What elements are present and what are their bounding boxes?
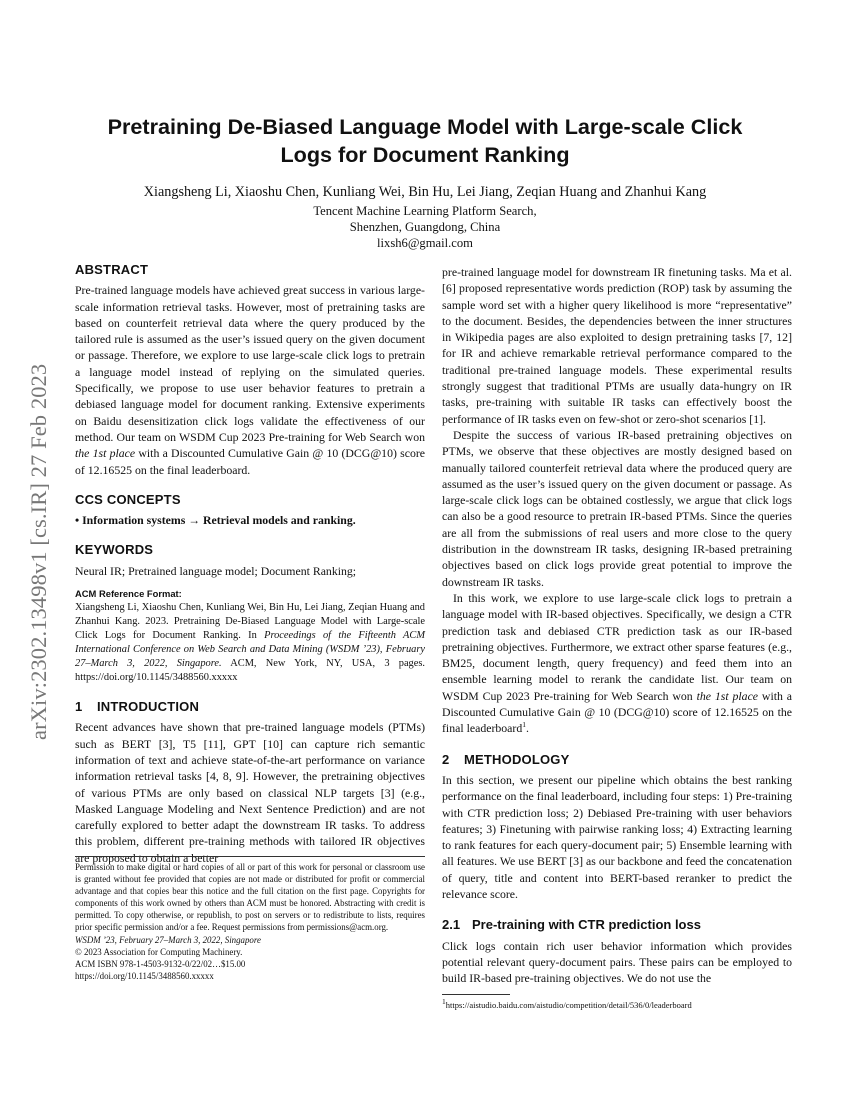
subsection-heading: 2.1 Pre-training with CTR prediction loss (442, 917, 701, 933)
ccs-text: • Information systems → Retrieval models and ranking. (75, 513, 356, 528)
acm-reference-heading: ACM Reference Format: (75, 588, 182, 600)
permission-block (75, 861, 425, 982)
affiliation-location: Shenzhen, Guangdong, China (349, 220, 501, 234)
footnote-link[interactable]: https://aistudio.baidu.com/aistudio/competition/detail/536/0/leaderboard (445, 1000, 692, 1010)
permission-copyright: © 2023 Association for Computing Machinery. (75, 946, 243, 957)
affiliation-org: Tencent Machine Learning Platform Search, (313, 204, 537, 218)
footnote-marker: 1 (522, 720, 526, 730)
arxiv-stamp: arXiv:2302.13498v1 [cs.IR] 27 Feb 2023 (26, 363, 51, 740)
authors: Xiangsheng Li, Xiaoshu Chen, Kunliang Wei, Bin Hu, Lei Jiang, Zeqian Huang and Zhanhui Kang (143, 184, 707, 200)
permission-isbn: ACM ISBN 978-1-4503-9132-0/22/02…$15.00 (75, 958, 246, 969)
acm-reference-text: Xiangsheng Li, Xiaoshu Chen, Kunliang Wei, Bin Hu, Lei Jiang, Zeqian Huang and Zhanhui Kang. 2023. Pretraining De-Biased Language Model with Large-scale Click Logs for Document Ranking. In Proceedings of the Fifteenth ACM International Conference on Web Search and Data Mining (WSDM ’23), February 27–March 3, 2022, Singapore. ACM, New York, NY, USA, 3 pages. https://doi.org/10.1145/3488560.xxxxx (75, 602, 426, 684)
abstract-text: Pre-trained language models have achieved great success in various large-scale information retrieval tasks. However, most of pretraining tasks are based on counterfeit retrieval data where the query produced by the tailored rule is assumed as the user’s issued query on the given document or passage. Therefore, we explore to use large-scale click logs to pretrain a language model instead of replying on the simulated queries. Specifically, we propose to use user behavior features to pretrain a debiased language model for document ranking. Extensive experiments on Baidu desensitization click logs validate the effectiveness of our method. Our team on WSDM Cup 2023 Pre-training for Web Search won the 1st place with a Discounted Cumulative Gain @ 10 (DCG@10) score of 12.16525 on the final leaderboard. (75, 283, 426, 477)
permission-text: Permission to make digital or hard copies of all or part of this work for personal or classroom use is granted without fee provided that copies are not made or distributed for profit or commercial advantage and that copies bear this notice and the full citation on the first page. Copyrights for components of this work owned by others than ACM must be honored. Abstracting with credit is permitted. To copy otherwise, or republish, to post on servers or to redistribute to lists, requires prior specific permission and/or a fee. Request permissions from permissions@acm.org. (75, 862, 425, 933)
methodology-text: In this section, we present our pipeline which obtains the best ranking performance on the final leaderboard, including four steps: 1) Pre-training with CTR prediction loss; 2) Debiased Pre-training with user behaviors features; 3) Finetuning with pairwise ranking loss; 4) Extracting learning to rank features for each query-document pair; 5) Ensemble learning with all features. We use BERT [3] as our backbone and feed the concatenation of query, title and content into BERT-based reranker to predict the relevance score. (442, 772, 792, 901)
title-line-2: Logs for Document Ranking (280, 142, 570, 167)
footnote-divider (442, 994, 510, 995)
keywords-heading: KEYWORDS (75, 542, 154, 558)
right-column (442, 264, 792, 986)
right-paragraph-2: Despite the success of various IR-based pretraining objectives on PTMs, we observe that these objectives are mostly designed based on manually tailored counterfeit retrieval data where the produced query are assumed as the user’s issued query on the given document or passage. As large-scale click logs can be obtained costlessly, we argue that click logs can also be a good resource to pretrain IR-based PTMs. Since the queries are all from the submissions of real users and more close to the query distribution in the downstream IR tasks, designing IR-based pretraining objectives based on click logs provide great potential to improve the downstream IR tasks. (442, 427, 792, 589)
ccs-heading: CCS CONCEPTS (75, 491, 181, 507)
title-line-1: Pretraining De-Biased Language Model with Large-scale Click (107, 114, 743, 139)
intro-text: Recent advances have shown that pre-trained language models (PTMs) such as BERT [3], T5 [11], GPT [10] can capture rich semantic information of text and achieve state-of-the-art performance on variance information retrieval tasks [4, 8, 9]. However, the pretraining objectives of various PTMs are only based on classical NLP targets [3] (e.g., Masked Language Modeling and Next Sentence Prediction) and are not carefully explored to better adapt the downstream IR tasks. To address this problem, different pre-training methods with tailored IR objectives are proposed to obtain a better (75, 720, 425, 865)
intro-heading: 1 INTRODUCTION (75, 699, 200, 715)
permission-doi: https://doi.org/10.1145/3488560.xxxxx (75, 970, 214, 981)
right-paragraph-3: In this work, we explore to use large-scale click logs to pretrain a language model with IR-based objectives. Specifically, we design a CTR prediction task and debiased CTR prediction task as our IR-based pretraining objectives. Furthermore, we extract other sparse features (e.g., BM25, document length, query frequency) and feed them into an ensemble learning model to rerank the candidate list. Our team on WSDM Cup 2023 Pre-training for Web Search won the 1st place with a Discounted Cumulative Gain @ 10 (DCG@10) score of 12.16525 on the final leaderboard$^1$. (442, 590, 793, 736)
left-column (75, 262, 425, 866)
paper-title (70, 113, 780, 169)
permission-divider (75, 856, 425, 857)
subsection-text: Click logs contain rich user behavior information which provides potential relevant query-document pairs. These pairs can be employed to build IR-based pre-training objectives. We do not use the (442, 938, 792, 986)
keywords-text: Neural IR; Pretrained language model; Document Ranking; (75, 563, 357, 578)
permission-venue: WSDM ’23, February 27–March 3, 2022, Singapore (75, 934, 261, 945)
methodology-heading: 2 METHODOLOGY (442, 751, 570, 767)
affiliation-email: lixsh6@gmail.com (377, 236, 473, 250)
abstract-heading: ABSTRACT (75, 262, 149, 277)
right-paragraph-1: pre-trained language model for downstream IR finetuning tasks. Ma et al. [6] proposed representative words prediction (ROP) task by assuming the sample word set with a higher query likelihood is more “representative” to the document. Besides, the dependencies between the inner structures in Wikipedia pages are also exploited to design pretraining tasks [7, 12] for IR and achieve remarkable retrieval performance compared to the traditional pre-trained language models. These experimental results strongly suggest that traditional PTMs are usually data-hungry on IR tasks, pre-training with suitable IR tasks can effectively boost the performance of IR tasks even on few-shot or zero-shot scenarios [1]. (442, 265, 792, 426)
acm-reference (75, 587, 425, 685)
footnote: $^1$https://aistudio.baidu.com/aistudio/competition/detail/536/0/leaderboard (442, 997, 692, 1010)
